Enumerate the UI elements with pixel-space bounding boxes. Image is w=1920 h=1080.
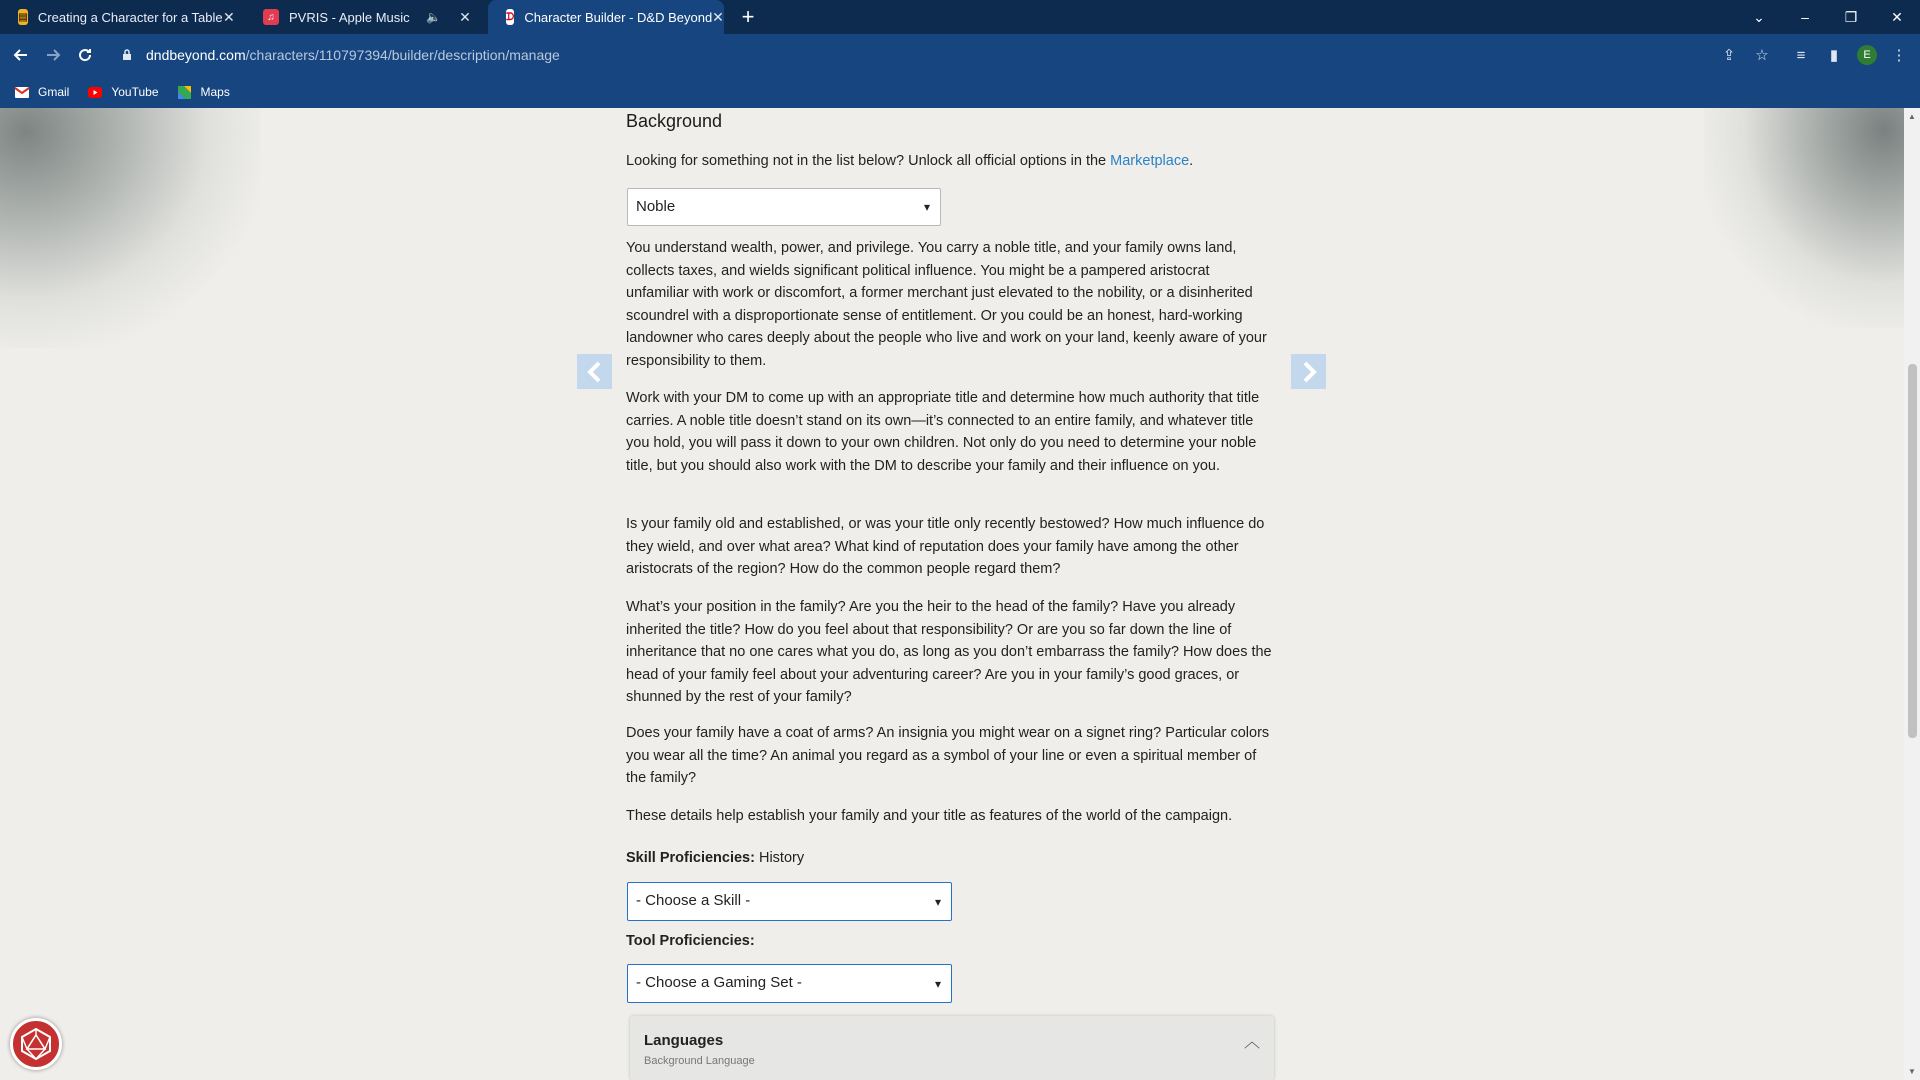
back-arrow-icon xyxy=(13,47,29,63)
next-arrow-button[interactable] xyxy=(1291,354,1326,389)
reload-icon xyxy=(77,47,93,63)
background-select[interactable]: Noble ▾ xyxy=(627,188,941,226)
media-control-icon[interactable]: ≡ xyxy=(1796,46,1806,64)
previous-arrow-button[interactable] xyxy=(577,354,612,389)
background-description-paragraph: Does your family have a coat of arms? An insignia you might wear on a signet ring? Particular colors you wear all the time? An animal you regard as a symbol of your line or even a spiritual member of the family? xyxy=(626,725,1270,786)
share-icon[interactable]: ⇪ xyxy=(1722,47,1736,64)
close-icon[interactable]: ✕ xyxy=(712,8,724,25)
bookmark-youtube[interactable]: YouTube xyxy=(87,85,158,99)
tab-title: PVRIS - Apple Music xyxy=(289,9,410,25)
youtube-icon xyxy=(87,86,103,98)
back-button[interactable] xyxy=(6,40,36,70)
close-icon[interactable]: ✕ xyxy=(222,8,235,25)
scrollbar-thumb[interactable] xyxy=(1908,364,1917,738)
apple-music-icon: ♫ xyxy=(263,9,279,25)
minimize-button[interactable]: – xyxy=(1801,9,1809,25)
tool-proficiencies-line: Tool Proficiencies: xyxy=(626,933,755,949)
close-icon[interactable]: ✕ xyxy=(459,8,471,25)
bookmark-star-icon[interactable]: ☆ xyxy=(1755,47,1769,64)
bookmarks-bar xyxy=(0,76,1920,108)
menu-kebab-icon[interactable]: ⋮ xyxy=(1891,47,1907,64)
maps-icon xyxy=(177,86,193,98)
address-bar[interactable] xyxy=(110,40,1780,70)
page-scrollbar[interactable] xyxy=(1904,108,1920,1080)
chevron-down-icon: ▾ xyxy=(934,894,941,909)
dndbeyond-table-icon: ▤ xyxy=(18,9,28,25)
side-panel-icon[interactable]: ▮ xyxy=(1829,47,1839,64)
profile-avatar[interactable]: E xyxy=(1857,45,1877,65)
page-content xyxy=(0,108,1904,1080)
reload-button[interactable] xyxy=(70,40,100,70)
bookmark-maps[interactable]: Maps xyxy=(177,85,230,99)
background-heading: Background xyxy=(626,111,723,131)
url-text: dndbeyond.com/characters/110797394/builder/description/manage xyxy=(146,47,560,63)
scroll-up-icon[interactable]: ▲ xyxy=(1908,112,1916,121)
bookmark-gmail[interactable]: Gmail xyxy=(14,85,69,99)
chevron-left-icon xyxy=(586,361,604,383)
close-window-button[interactable]: ✕ xyxy=(1891,8,1903,25)
tab-apple-music[interactable] xyxy=(245,0,485,34)
tab-search-icon[interactable]: ⌄ xyxy=(1753,8,1765,25)
skill-proficiencies-line: Skill Proficiencies: History xyxy=(626,850,805,866)
speaker-icon[interactable]: 🔈 xyxy=(426,10,441,24)
tab-creating-character[interactable] xyxy=(0,0,245,34)
dndbeyond-icon: ᗪ xyxy=(506,9,514,25)
background-description-paragraph: Work with your DM to come up with an appropriate title and determine how much authority that title carries. A noble title doesn’t stand on its own—it’s connected to an entire family, and whatever title you hold, you will pass it down to your own children. Not only do you need to determine your noble title, but you should also work with the DM to describe your family and their influence on you. xyxy=(626,390,1260,474)
background-description-paragraph: You understand wealth, power, and privilege. You carry a noble title, and your family owns land, collects taxes, and wields significant political influence. You might be a pampered aristocrat unfamiliar with work or discomfort, a former merchant just elevated to the nobility, or a disinherited scoundrel with a disproportionate sense of entitlement. Or you could be an honest, hard-working landowner who cares deeply about the people who live and work on your land, keenly aware of your responsibility to them. xyxy=(626,240,1267,369)
chevron-down-icon: ▾ xyxy=(934,976,941,991)
languages-panel[interactable]: Languages Background Language ︿ xyxy=(630,1016,1274,1080)
dice-roller-button[interactable] xyxy=(10,1018,62,1070)
marketplace-notice: Looking for something not in the list below? Unlock all official options in the Marketplace. xyxy=(626,153,1194,169)
marketplace-link[interactable]: Marketplace xyxy=(1110,153,1190,169)
chevron-up-icon[interactable]: ︿ xyxy=(1243,1034,1260,1051)
gmail-icon xyxy=(14,86,30,98)
chevron-down-icon: ▾ xyxy=(923,199,930,214)
background-description-paragraph: These details help establish your family and your title as features of the world of the campaign. xyxy=(626,808,1233,824)
browser-toolbar xyxy=(0,34,1920,76)
background-description-paragraph: What’s your position in the family? Are you the heir to the head of the family? Have you already inherited the title? How do you feel about that responsibility? Or are you so far down the line of inheritance that no one cares what you do, as long as you don’t embarrass the family? How does the head of your family feel about your adventuring career? Are you in your family’s good graces, or shunned by the rest of your family? xyxy=(626,599,1272,705)
restore-button[interactable]: ❐ xyxy=(1844,8,1858,25)
skill-select[interactable]: - Choose a Skill - ▾ xyxy=(627,882,952,921)
tab-strip xyxy=(0,0,1920,34)
forward-button[interactable] xyxy=(38,40,68,70)
tab-title: Creating a Character for a Table xyxy=(37,9,223,25)
lock-icon xyxy=(120,48,134,62)
forward-arrow-icon xyxy=(45,47,61,63)
background-description-paragraph: Is your family old and established, or was your title only recently bestowed? How much influence do they wield, and over what area? What kind of reputation does your family have among the other aristocrats of the region? How do the common people regard them? xyxy=(626,516,1265,577)
chevron-right-icon xyxy=(1300,361,1318,383)
d20-icon xyxy=(19,1027,53,1061)
tab-character-builder[interactable] xyxy=(488,0,724,34)
tab-title: Character Builder - D&D Beyond xyxy=(524,9,713,25)
gaming-set-select[interactable]: - Choose a Gaming Set - ▾ xyxy=(627,964,952,1003)
new-tab-button[interactable]: + xyxy=(741,4,755,29)
scroll-down-icon[interactable]: ▼ xyxy=(1908,1067,1916,1076)
